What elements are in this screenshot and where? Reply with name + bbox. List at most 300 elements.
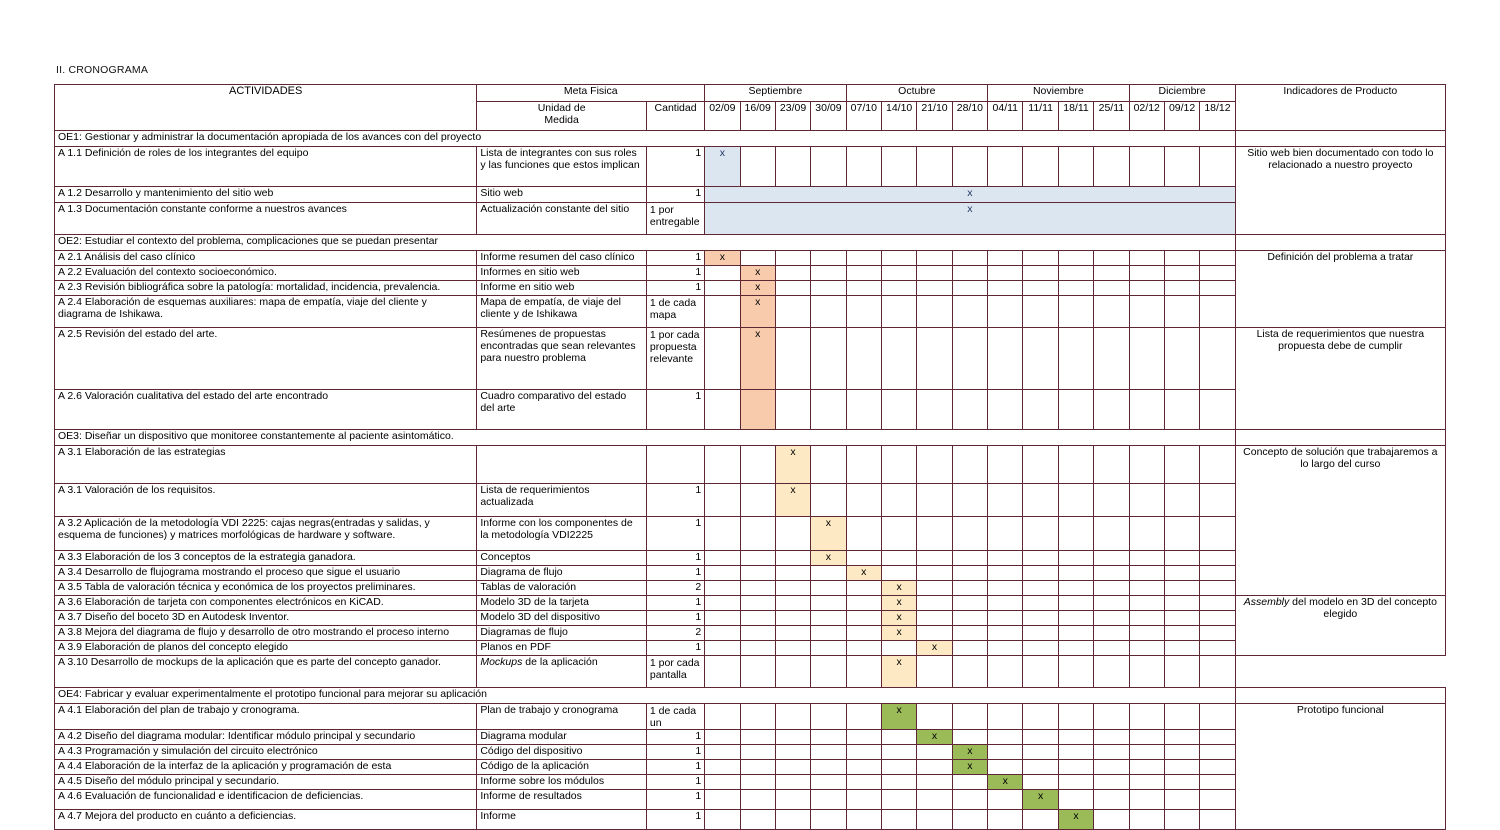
gantt-cell-empty[interactable]	[740, 810, 775, 830]
gantt-cell-empty[interactable]	[1200, 611, 1235, 626]
gantt-cell-empty[interactable]	[846, 704, 881, 730]
gantt-cell-empty[interactable]	[881, 745, 916, 760]
gantt-cell-filled[interactable]: x	[881, 704, 916, 730]
gantt-cell-empty[interactable]	[1200, 446, 1235, 484]
gantt-cell-empty[interactable]	[988, 266, 1023, 281]
gantt-cell-empty[interactable]	[1058, 484, 1093, 517]
gantt-cell-empty[interactable]	[917, 281, 952, 296]
gantt-cell-empty[interactable]	[917, 551, 952, 566]
gantt-cell-empty[interactable]	[917, 517, 952, 551]
gantt-cell-empty[interactable]	[1094, 328, 1129, 390]
gantt-cell-empty[interactable]	[1129, 704, 1164, 730]
gantt-cell-empty[interactable]	[811, 641, 846, 656]
gantt-cell-empty[interactable]	[1058, 745, 1093, 760]
gantt-cell-empty[interactable]	[1094, 641, 1129, 656]
gantt-cell-filled[interactable]: x	[705, 203, 1236, 235]
gantt-cell-empty[interactable]	[1058, 775, 1093, 790]
gantt-cell-empty[interactable]	[881, 566, 916, 581]
gantt-cell-empty[interactable]	[1058, 517, 1093, 551]
gantt-cell-filled[interactable]: x	[775, 484, 810, 517]
gantt-cell-empty[interactable]	[740, 566, 775, 581]
gantt-cell-empty[interactable]	[952, 730, 987, 745]
gantt-cell-filled[interactable]: x	[952, 745, 987, 760]
gantt-cell-empty[interactable]	[917, 251, 952, 266]
gantt-cell-empty[interactable]	[1023, 517, 1058, 551]
gantt-cell-empty[interactable]	[705, 790, 740, 810]
gantt-cell-filled[interactable]: x	[1058, 810, 1093, 830]
gantt-cell-empty[interactable]	[952, 328, 987, 390]
gantt-cell-filled[interactable]	[740, 390, 775, 430]
gantt-cell-empty[interactable]	[881, 296, 916, 328]
gantt-cell-empty[interactable]	[846, 730, 881, 745]
gantt-cell-empty[interactable]	[846, 328, 881, 390]
gantt-cell-empty[interactable]	[1023, 446, 1058, 484]
gantt-cell-empty[interactable]	[1200, 730, 1235, 745]
gantt-cell-filled[interactable]: x	[917, 730, 952, 745]
gantt-cell-empty[interactable]	[846, 251, 881, 266]
gantt-cell-empty[interactable]	[1129, 281, 1164, 296]
gantt-cell-empty[interactable]	[740, 790, 775, 810]
gantt-cell-filled[interactable]: x	[705, 187, 1236, 203]
gantt-cell-empty[interactable]	[705, 328, 740, 390]
gantt-cell-empty[interactable]	[881, 147, 916, 187]
gantt-cell-empty[interactable]	[1200, 745, 1235, 760]
gantt-cell-empty[interactable]	[811, 611, 846, 626]
gantt-cell-empty[interactable]	[1094, 266, 1129, 281]
gantt-cell-empty[interactable]	[1200, 566, 1235, 581]
gantt-cell-empty[interactable]	[1200, 484, 1235, 517]
gantt-cell-empty[interactable]	[846, 656, 881, 688]
gantt-cell-filled[interactable]: x	[952, 760, 987, 775]
gantt-cell-empty[interactable]	[1094, 566, 1129, 581]
gantt-cell-empty[interactable]	[1200, 147, 1235, 187]
gantt-cell-empty[interactable]	[917, 484, 952, 517]
gantt-cell-empty[interactable]	[705, 760, 740, 775]
gantt-cell-filled[interactable]: x	[917, 641, 952, 656]
gantt-cell-empty[interactable]	[846, 484, 881, 517]
gantt-cell-empty[interactable]	[1129, 656, 1164, 688]
gantt-cell-empty[interactable]	[740, 760, 775, 775]
gantt-cell-empty[interactable]	[881, 328, 916, 390]
gantt-cell-empty[interactable]	[775, 551, 810, 566]
gantt-cell-empty[interactable]	[811, 810, 846, 830]
gantt-cell-empty[interactable]	[1164, 730, 1199, 745]
gantt-cell-empty[interactable]	[1023, 328, 1058, 390]
gantt-cell-empty[interactable]	[1129, 745, 1164, 760]
gantt-cell-empty[interactable]	[846, 596, 881, 611]
gantt-cell-empty[interactable]	[988, 328, 1023, 390]
gantt-cell-filled[interactable]: x	[881, 596, 916, 611]
gantt-cell-empty[interactable]	[952, 611, 987, 626]
gantt-cell-empty[interactable]	[1023, 566, 1058, 581]
gantt-cell-empty[interactable]	[881, 517, 916, 551]
gantt-cell-empty[interactable]	[846, 551, 881, 566]
gantt-cell-empty[interactable]	[846, 581, 881, 596]
gantt-cell-empty[interactable]	[1200, 641, 1235, 656]
gantt-cell-empty[interactable]	[740, 730, 775, 745]
gantt-cell-empty[interactable]	[705, 704, 740, 730]
gantt-cell-empty[interactable]	[1094, 656, 1129, 688]
gantt-cell-empty[interactable]	[1164, 641, 1199, 656]
gantt-cell-empty[interactable]	[917, 745, 952, 760]
gantt-cell-empty[interactable]	[1200, 704, 1235, 730]
gantt-cell-empty[interactable]	[988, 517, 1023, 551]
gantt-cell-empty[interactable]	[811, 790, 846, 810]
gantt-cell-empty[interactable]	[1058, 704, 1093, 730]
gantt-cell-empty[interactable]	[1200, 266, 1235, 281]
gantt-cell-empty[interactable]	[988, 704, 1023, 730]
gantt-cell-empty[interactable]	[775, 566, 810, 581]
gantt-cell-empty[interactable]	[952, 266, 987, 281]
gantt-cell-empty[interactable]	[811, 566, 846, 581]
gantt-cell-empty[interactable]	[740, 745, 775, 760]
gantt-cell-empty[interactable]	[775, 266, 810, 281]
gantt-cell-empty[interactable]	[917, 446, 952, 484]
gantt-cell-empty[interactable]	[917, 775, 952, 790]
gantt-cell-empty[interactable]	[1058, 626, 1093, 641]
gantt-cell-empty[interactable]	[952, 566, 987, 581]
gantt-cell-empty[interactable]	[846, 517, 881, 551]
gantt-cell-empty[interactable]	[1094, 390, 1129, 430]
gantt-cell-empty[interactable]	[1200, 775, 1235, 790]
gantt-cell-empty[interactable]	[1023, 810, 1058, 830]
gantt-cell-empty[interactable]	[988, 656, 1023, 688]
gantt-cell-empty[interactable]	[705, 611, 740, 626]
gantt-cell-empty[interactable]	[1023, 760, 1058, 775]
gantt-cell-empty[interactable]	[775, 581, 810, 596]
gantt-cell-empty[interactable]	[775, 656, 810, 688]
gantt-cell-empty[interactable]	[988, 730, 1023, 745]
gantt-cell-filled[interactable]: x	[740, 281, 775, 296]
gantt-cell-empty[interactable]	[988, 745, 1023, 760]
gantt-cell-empty[interactable]	[1164, 626, 1199, 641]
gantt-cell-empty[interactable]	[775, 760, 810, 775]
gantt-cell-empty[interactable]	[1023, 626, 1058, 641]
gantt-cell-empty[interactable]	[775, 730, 810, 745]
gantt-cell-filled[interactable]: x	[811, 517, 846, 551]
gantt-cell-empty[interactable]	[917, 390, 952, 430]
gantt-cell-empty[interactable]	[1058, 147, 1093, 187]
gantt-cell-empty[interactable]	[988, 446, 1023, 484]
gantt-cell-empty[interactable]	[705, 596, 740, 611]
gantt-cell-empty[interactable]	[740, 484, 775, 517]
gantt-cell-empty[interactable]	[1164, 390, 1199, 430]
gantt-cell-empty[interactable]	[1129, 611, 1164, 626]
gantt-cell-empty[interactable]	[881, 266, 916, 281]
gantt-cell-empty[interactable]	[775, 328, 810, 390]
gantt-cell-empty[interactable]	[1058, 596, 1093, 611]
gantt-cell-empty[interactable]	[705, 810, 740, 830]
gantt-cell-empty[interactable]	[1094, 517, 1129, 551]
gantt-cell-empty[interactable]	[917, 760, 952, 775]
gantt-cell-empty[interactable]	[705, 656, 740, 688]
gantt-cell-empty[interactable]	[811, 760, 846, 775]
gantt-cell-empty[interactable]	[952, 551, 987, 566]
gantt-cell-empty[interactable]	[811, 745, 846, 760]
gantt-cell-empty[interactable]	[1058, 328, 1093, 390]
gantt-cell-empty[interactable]	[881, 790, 916, 810]
gantt-cell-empty[interactable]	[1129, 517, 1164, 551]
gantt-cell-empty[interactable]	[1094, 704, 1129, 730]
gantt-cell-empty[interactable]	[1200, 251, 1235, 266]
gantt-cell-empty[interactable]	[1023, 641, 1058, 656]
gantt-cell-empty[interactable]	[1094, 810, 1129, 830]
gantt-cell-empty[interactable]	[1058, 281, 1093, 296]
gantt-cell-empty[interactable]	[740, 147, 775, 187]
gantt-cell-empty[interactable]	[917, 790, 952, 810]
gantt-cell-empty[interactable]	[1164, 551, 1199, 566]
gantt-cell-filled[interactable]: x	[846, 566, 881, 581]
gantt-cell-empty[interactable]	[881, 251, 916, 266]
gantt-cell-empty[interactable]	[1058, 296, 1093, 328]
gantt-cell-empty[interactable]	[1164, 328, 1199, 390]
gantt-cell-empty[interactable]	[1164, 296, 1199, 328]
gantt-cell-empty[interactable]	[1058, 656, 1093, 688]
gantt-cell-empty[interactable]	[988, 611, 1023, 626]
gantt-cell-empty[interactable]	[1058, 730, 1093, 745]
gantt-cell-empty[interactable]	[1058, 390, 1093, 430]
gantt-cell-empty[interactable]	[952, 581, 987, 596]
gantt-cell-empty[interactable]	[1129, 790, 1164, 810]
gantt-cell-empty[interactable]	[775, 251, 810, 266]
gantt-cell-empty[interactable]	[881, 551, 916, 566]
gantt-cell-empty[interactable]	[1164, 704, 1199, 730]
gantt-cell-empty[interactable]	[1094, 281, 1129, 296]
gantt-cell-empty[interactable]	[740, 517, 775, 551]
gantt-cell-empty[interactable]	[740, 704, 775, 730]
gantt-cell-empty[interactable]	[1129, 626, 1164, 641]
gantt-cell-empty[interactable]	[988, 281, 1023, 296]
gantt-cell-empty[interactable]	[952, 147, 987, 187]
gantt-cell-empty[interactable]	[705, 390, 740, 430]
gantt-cell-filled[interactable]: x	[881, 656, 916, 688]
gantt-cell-filled[interactable]: x	[881, 626, 916, 641]
gantt-cell-empty[interactable]	[846, 390, 881, 430]
gantt-cell-empty[interactable]	[1164, 266, 1199, 281]
gantt-cell-empty[interactable]	[1164, 281, 1199, 296]
gantt-cell-empty[interactable]	[1023, 266, 1058, 281]
gantt-cell-empty[interactable]	[811, 147, 846, 187]
gantt-cell-empty[interactable]	[952, 641, 987, 656]
gantt-cell-empty[interactable]	[775, 390, 810, 430]
gantt-cell-empty[interactable]	[1058, 581, 1093, 596]
gantt-cell-empty[interactable]	[775, 596, 810, 611]
gantt-cell-empty[interactable]	[1129, 266, 1164, 281]
gantt-cell-empty[interactable]	[740, 611, 775, 626]
gantt-cell-empty[interactable]	[1094, 251, 1129, 266]
gantt-cell-empty[interactable]	[775, 147, 810, 187]
gantt-cell-empty[interactable]	[1023, 296, 1058, 328]
gantt-cell-empty[interactable]	[1023, 611, 1058, 626]
gantt-cell-empty[interactable]	[846, 810, 881, 830]
gantt-cell-empty[interactable]	[952, 790, 987, 810]
gantt-cell-empty[interactable]	[881, 641, 916, 656]
gantt-cell-empty[interactable]	[1023, 775, 1058, 790]
gantt-cell-empty[interactable]	[1164, 611, 1199, 626]
gantt-cell-filled[interactable]: x	[1023, 790, 1058, 810]
gantt-cell-empty[interactable]	[811, 730, 846, 745]
gantt-cell-empty[interactable]	[952, 296, 987, 328]
gantt-cell-empty[interactable]	[1129, 390, 1164, 430]
gantt-cell-empty[interactable]	[1094, 611, 1129, 626]
gantt-cell-empty[interactable]	[811, 281, 846, 296]
gantt-cell-empty[interactable]	[740, 581, 775, 596]
gantt-cell-empty[interactable]	[1129, 484, 1164, 517]
gantt-cell-empty[interactable]	[846, 281, 881, 296]
gantt-cell-empty[interactable]	[811, 484, 846, 517]
gantt-cell-empty[interactable]	[988, 641, 1023, 656]
gantt-cell-empty[interactable]	[846, 626, 881, 641]
gantt-cell-empty[interactable]	[988, 581, 1023, 596]
gantt-cell-empty[interactable]	[952, 281, 987, 296]
gantt-cell-empty[interactable]	[740, 626, 775, 641]
gantt-cell-empty[interactable]	[1094, 581, 1129, 596]
gantt-cell-empty[interactable]	[988, 790, 1023, 810]
gantt-cell-empty[interactable]	[1164, 446, 1199, 484]
gantt-cell-empty[interactable]	[705, 296, 740, 328]
gantt-cell-empty[interactable]	[1094, 745, 1129, 760]
gantt-cell-empty[interactable]	[1200, 790, 1235, 810]
gantt-cell-empty[interactable]	[1058, 446, 1093, 484]
gantt-cell-filled[interactable]: x	[705, 147, 740, 187]
gantt-cell-empty[interactable]	[881, 390, 916, 430]
gantt-cell-empty[interactable]	[846, 775, 881, 790]
gantt-cell-empty[interactable]	[1094, 775, 1129, 790]
gantt-cell-empty[interactable]	[1094, 551, 1129, 566]
gantt-cell-empty[interactable]	[1058, 566, 1093, 581]
gantt-cell-empty[interactable]	[988, 626, 1023, 641]
gantt-cell-empty[interactable]	[881, 281, 916, 296]
gantt-cell-empty[interactable]	[988, 551, 1023, 566]
gantt-cell-empty[interactable]	[1094, 147, 1129, 187]
gantt-cell-empty[interactable]	[811, 446, 846, 484]
gantt-cell-empty[interactable]	[1200, 517, 1235, 551]
gantt-cell-empty[interactable]	[952, 775, 987, 790]
gantt-cell-empty[interactable]	[846, 147, 881, 187]
gantt-cell-empty[interactable]	[917, 328, 952, 390]
gantt-cell-empty[interactable]	[705, 551, 740, 566]
gantt-cell-empty[interactable]	[740, 251, 775, 266]
gantt-cell-empty[interactable]	[1129, 147, 1164, 187]
gantt-cell-empty[interactable]	[1129, 446, 1164, 484]
gantt-cell-empty[interactable]	[917, 266, 952, 281]
gantt-cell-empty[interactable]	[1023, 581, 1058, 596]
gantt-cell-empty[interactable]	[1094, 296, 1129, 328]
gantt-cell-empty[interactable]	[917, 656, 952, 688]
gantt-cell-empty[interactable]	[1164, 810, 1199, 830]
gantt-cell-empty[interactable]	[1129, 810, 1164, 830]
gantt-cell-empty[interactable]	[705, 566, 740, 581]
gantt-cell-empty[interactable]	[952, 810, 987, 830]
gantt-cell-empty[interactable]	[811, 656, 846, 688]
gantt-cell-empty[interactable]	[1094, 484, 1129, 517]
gantt-cell-empty[interactable]	[1023, 596, 1058, 611]
gantt-cell-empty[interactable]	[811, 596, 846, 611]
gantt-cell-empty[interactable]	[811, 704, 846, 730]
gantt-cell-empty[interactable]	[881, 446, 916, 484]
gantt-cell-empty[interactable]	[1164, 596, 1199, 611]
gantt-cell-empty[interactable]	[988, 484, 1023, 517]
gantt-cell-empty[interactable]	[775, 704, 810, 730]
gantt-cell-empty[interactable]	[1129, 596, 1164, 611]
gantt-cell-empty[interactable]	[952, 656, 987, 688]
gantt-cell-empty[interactable]	[1094, 730, 1129, 745]
gantt-cell-filled[interactable]: x	[775, 446, 810, 484]
gantt-cell-empty[interactable]	[775, 641, 810, 656]
gantt-cell-empty[interactable]	[846, 611, 881, 626]
gantt-cell-empty[interactable]	[811, 775, 846, 790]
gantt-cell-empty[interactable]	[1094, 596, 1129, 611]
gantt-cell-empty[interactable]	[1164, 760, 1199, 775]
gantt-cell-empty[interactable]	[811, 296, 846, 328]
gantt-cell-empty[interactable]	[1094, 446, 1129, 484]
gantt-cell-empty[interactable]	[952, 251, 987, 266]
gantt-cell-empty[interactable]	[1023, 704, 1058, 730]
gantt-cell-empty[interactable]	[1058, 251, 1093, 266]
gantt-cell-empty[interactable]	[1058, 266, 1093, 281]
gantt-cell-empty[interactable]	[1129, 566, 1164, 581]
gantt-cell-empty[interactable]	[1129, 251, 1164, 266]
gantt-cell-empty[interactable]	[952, 484, 987, 517]
gantt-cell-empty[interactable]	[705, 581, 740, 596]
gantt-cell-empty[interactable]	[705, 517, 740, 551]
gantt-cell-empty[interactable]	[775, 281, 810, 296]
gantt-cell-empty[interactable]	[952, 517, 987, 551]
gantt-cell-empty[interactable]	[988, 810, 1023, 830]
gantt-cell-empty[interactable]	[1023, 251, 1058, 266]
gantt-cell-empty[interactable]	[1164, 484, 1199, 517]
gantt-cell-empty[interactable]	[1129, 581, 1164, 596]
gantt-cell-empty[interactable]	[881, 730, 916, 745]
gantt-cell-empty[interactable]	[1200, 296, 1235, 328]
gantt-cell-empty[interactable]	[1129, 641, 1164, 656]
gantt-cell-empty[interactable]	[740, 641, 775, 656]
gantt-cell-empty[interactable]	[1094, 790, 1129, 810]
gantt-cell-empty[interactable]	[811, 266, 846, 281]
gantt-cell-empty[interactable]	[705, 730, 740, 745]
gantt-cell-empty[interactable]	[952, 704, 987, 730]
gantt-cell-empty[interactable]	[1129, 730, 1164, 745]
gantt-cell-empty[interactable]	[740, 775, 775, 790]
gantt-cell-empty[interactable]	[881, 810, 916, 830]
gantt-cell-filled[interactable]: x	[881, 581, 916, 596]
gantt-cell-empty[interactable]	[1129, 296, 1164, 328]
gantt-cell-empty[interactable]	[988, 760, 1023, 775]
gantt-cell-empty[interactable]	[811, 626, 846, 641]
gantt-cell-empty[interactable]	[705, 745, 740, 760]
gantt-cell-filled[interactable]: x	[740, 296, 775, 328]
gantt-cell-empty[interactable]	[740, 446, 775, 484]
gantt-cell-empty[interactable]	[952, 626, 987, 641]
gantt-cell-empty[interactable]	[1200, 328, 1235, 390]
gantt-cell-empty[interactable]	[1200, 810, 1235, 830]
gantt-cell-filled[interactable]: x	[811, 551, 846, 566]
gantt-cell-empty[interactable]	[1164, 581, 1199, 596]
gantt-cell-empty[interactable]	[705, 266, 740, 281]
gantt-cell-empty[interactable]	[846, 446, 881, 484]
gantt-cell-empty[interactable]	[1058, 611, 1093, 626]
gantt-cell-empty[interactable]	[775, 745, 810, 760]
gantt-cell-empty[interactable]	[1164, 775, 1199, 790]
gantt-cell-empty[interactable]	[775, 296, 810, 328]
gantt-cell-filled[interactable]: x	[740, 328, 775, 390]
gantt-cell-empty[interactable]	[881, 760, 916, 775]
gantt-cell-empty[interactable]	[846, 790, 881, 810]
gantt-cell-empty[interactable]	[846, 641, 881, 656]
gantt-cell-empty[interactable]	[1023, 484, 1058, 517]
gantt-cell-empty[interactable]	[917, 581, 952, 596]
gantt-cell-empty[interactable]	[705, 281, 740, 296]
